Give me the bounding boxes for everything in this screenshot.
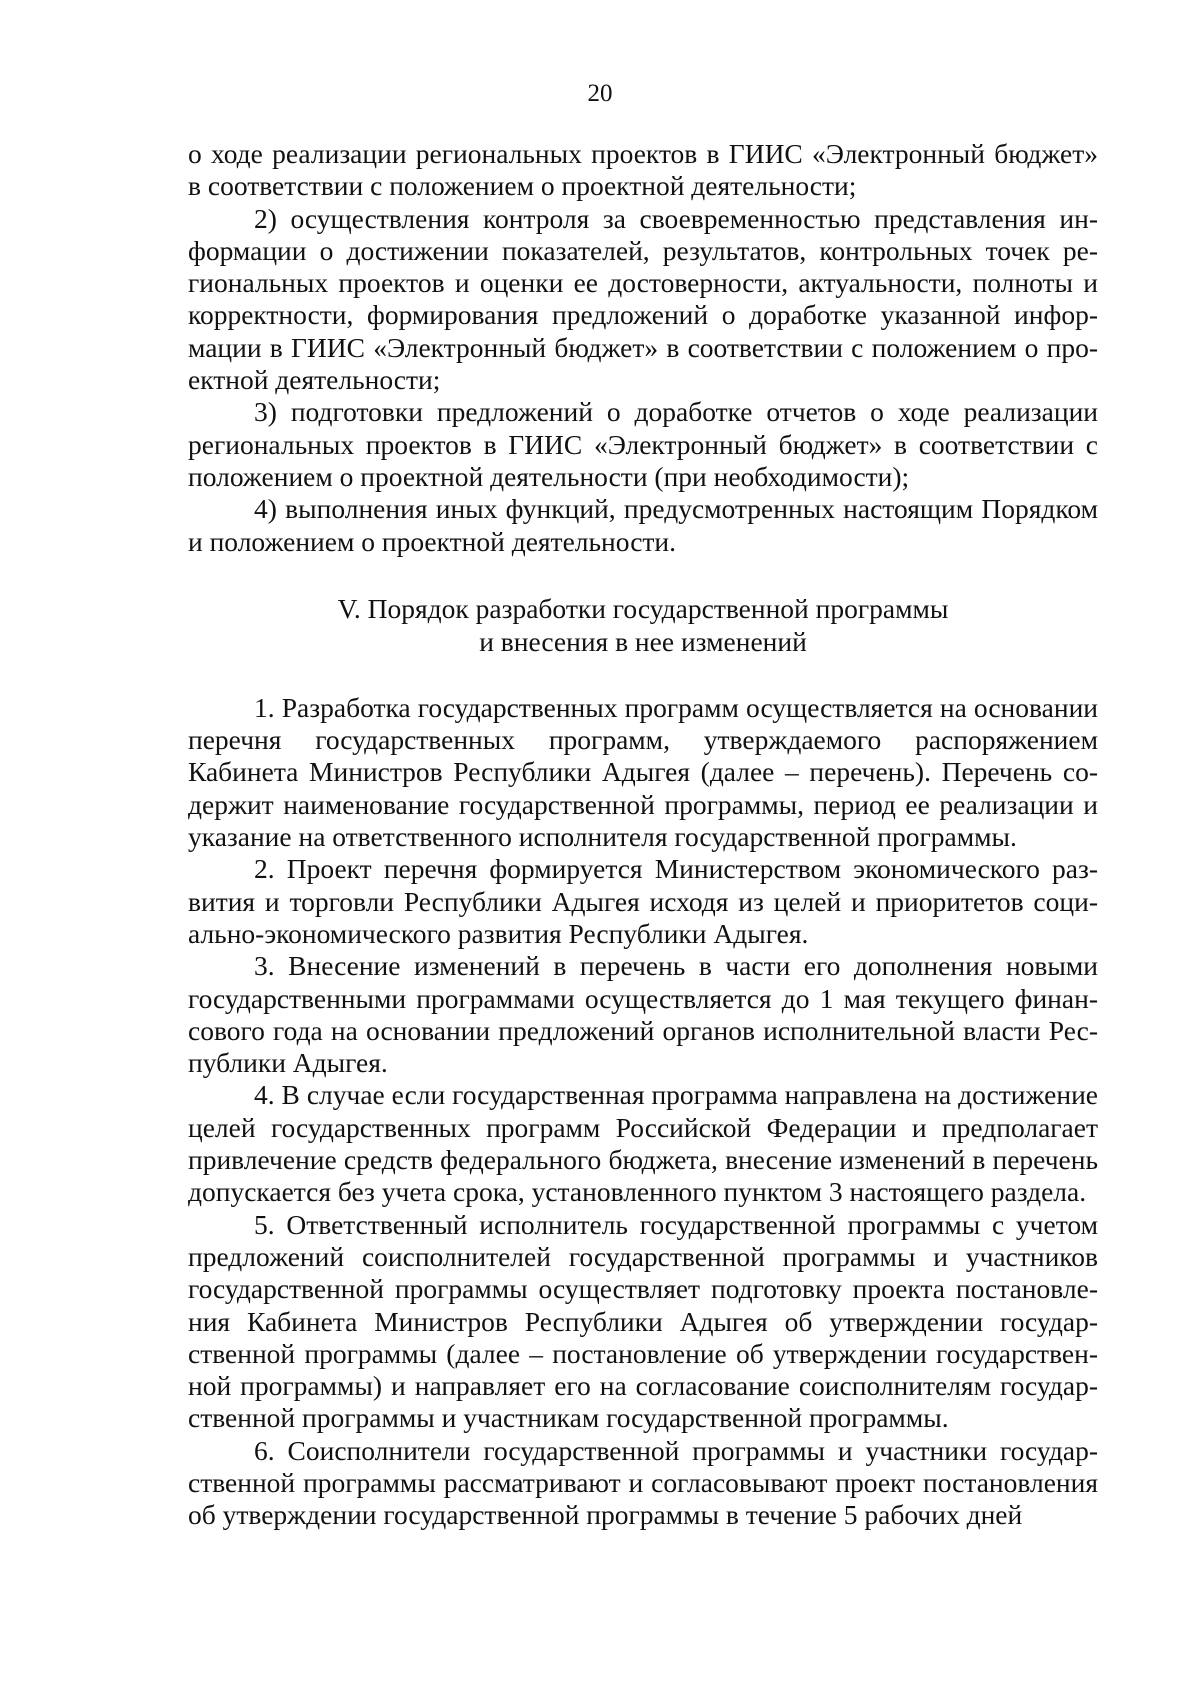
- page-number: 20: [587, 80, 613, 107]
- paragraph-item-4: 4) выполнения иных функций, предусмотренных настоящим Порядком и положением о проектной деятельности.: [188, 493, 1098, 557]
- section-title: [188, 592, 1098, 658]
- paragraph-continuation: о ходе реализации региональных проектов в ГИИС «Электронный бюджет» в соответствии с положением о проектной деятельности;: [188, 138, 1098, 202]
- paragraph-clause-3: 3. Внесение изменений в перечень в части его дополнения новыми государственными программами осуществляется до 1 мая текущего финансового года на основании предложений органов исполнительной власти Республики Адыгея.: [188, 950, 1098, 1079]
- paragraph-clause-6: 6. Соисполнители государственной программы и участники государственной программы рассматривают и согласовывают проект постановления об утверждении государственной программы в течение 5 рабочих дней: [188, 1434, 1098, 1531]
- paragraph-clause-2: 2. Проект перечня формируется Министерством экономического развития и торговли Республики Адыгея исходя из целей и приоритетов социально-экономического развития Республики Адыгея.: [188, 853, 1098, 949]
- document-body: [188, 138, 1098, 1532]
- section-title-line-1: V. Порядок разработки государственной программы: [337, 592, 949, 624]
- paragraph-item-2: 2) осуществления контроля за своевременностью представления информации о достижении показателей, результатов, контрольных точек региональных проектов и оценки ее достоверности, актуальности, полноты и корректности, формирования предложений о доработке указанной информации в ГИИС «Электронный бюджет» в соответствии с положением о проектной деятельности;: [188, 202, 1098, 396]
- paragraph-clause-5: 5. Ответственный исполнитель государственной программы с учетом предложений соисполнителей государственной программы и участников государственной программы осуществляет подготовку проекта постановления Кабинета Министров Республики Адыгея об утверждении государственной программы (далее – постановление об утверждении государственной программы) и направляет его на согласование соисполнителям государственной программы и участникам государственной программы.: [188, 1208, 1098, 1434]
- section-title-line-2: и внесения в нее изменений: [479, 625, 807, 657]
- paragraph-clause-4: 4. В случае если государственная программа направлена на достижение целей государственных программ Российской Федерации и предполагает привлечение средств федерального бюджета, внесение изменений в перечень допускается без учета срока, установленного пунктом 3 настоящего раздела.: [188, 1079, 1098, 1208]
- paragraph-clause-1: 1. Разработка государственных программ осуществляется на основании перечня государственных программ, утверждаемого распоряжением Кабинета Министров Республики Адыгея (далее – перечень). Перечень содержит наименование государственной программы, период ее реализации и указание на ответственного исполнителя государственной программы.: [188, 691, 1098, 853]
- paragraph-item-3: 3) подготовки предложений о доработке отчетов о ходе реализации региональных проектов в ГИИС «Электронный бюджет» в соответствии с положением о проектной деятельности (при необходимости);: [188, 396, 1098, 492]
